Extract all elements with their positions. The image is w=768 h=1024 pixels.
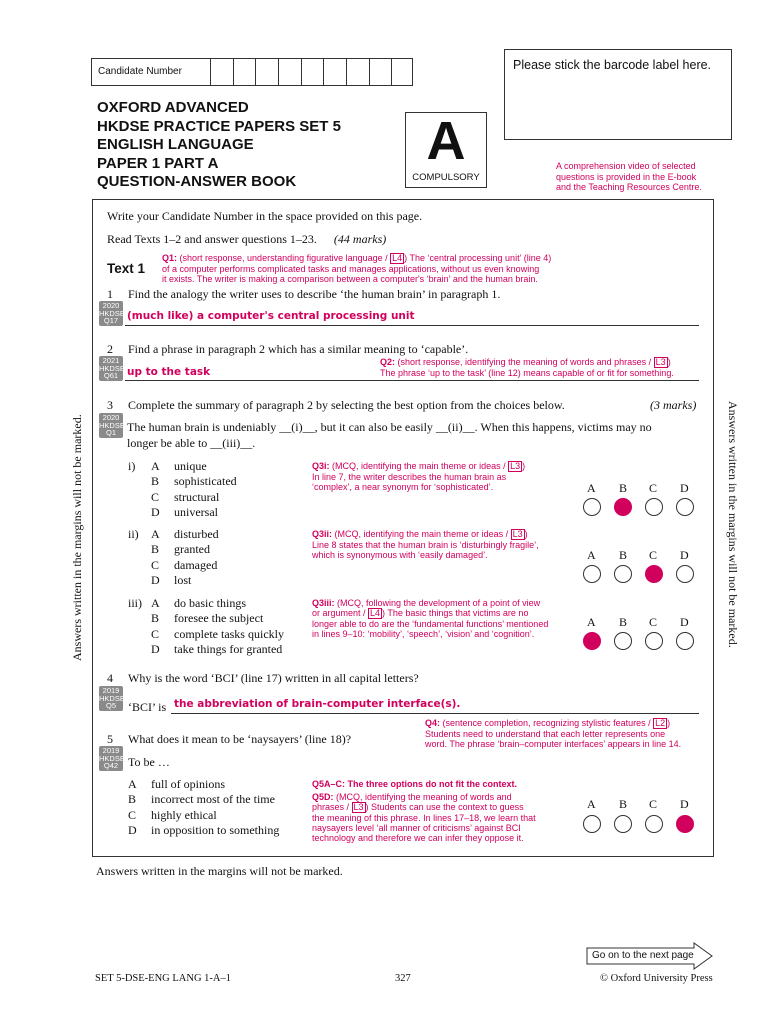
option-row: B sophisticated xyxy=(151,474,237,489)
bubble-d[interactable] xyxy=(676,815,694,833)
q5-number: 5 xyxy=(107,732,113,746)
q3iii-note: Q3iii: (MCQ, following the development of a point of view or argument / L4 ) The basic things that victims are no longer able to do are the ‘fundamental functions’ mentioned in lines 9–10: ‘mobility’, ‘speech’, ‘vision’ and ‘cognition’. xyxy=(312,598,549,639)
q3-marks: (3 marks) xyxy=(650,398,697,412)
q2-answer-line xyxy=(125,380,699,381)
q3ii-note: Q3ii: (MCQ, identifying the main theme or ideas / L3 ) Line 8 states that the human brain is ‘disturbingly fragile’, which is synonymous with ‘easily damaged’. xyxy=(312,529,539,560)
footer-publisher: © Oxford University Press xyxy=(600,973,713,984)
q2-tag: 2021 HKDSE Q61 xyxy=(99,356,125,380)
barcode-box xyxy=(504,49,732,140)
footer-code: SET 5-DSE-ENG LANG 1-A–1 xyxy=(95,973,232,984)
bubble-a[interactable] xyxy=(583,815,601,833)
q3-summary-line2: longer be able to __(iii)__. xyxy=(127,436,256,450)
q3ii-options xyxy=(151,527,219,588)
footer-margins-note: Answers written in the margins will not be marked. xyxy=(96,864,343,878)
q4-number: 4 xyxy=(107,671,113,685)
option-row: A do basic things xyxy=(151,596,246,610)
bubble-b[interactable] xyxy=(614,498,632,516)
q4-note: Q4: (sentence completion, recognizing stylistic features / L2 ) Students need to understand that each letter represents one word. The phrase ‘brain–computer interfaces’ appears in line 14. xyxy=(425,718,682,749)
video-note: A comprehension video of selected questions is provided in the E-book and the Teaching Resources Centre. xyxy=(556,161,702,192)
q5-options xyxy=(128,777,279,838)
bubble-d[interactable] xyxy=(676,498,694,516)
intro-line2: Read Texts 1–2 and answer questions 1–23. (44 marks) xyxy=(107,232,387,246)
q4-answer[interactable]: the abbreviation of brain-computer interface(s). xyxy=(174,698,461,710)
bubble-a[interactable] xyxy=(583,498,601,516)
bubble-d[interactable] xyxy=(676,565,694,583)
q3iii-options xyxy=(151,596,284,657)
paper-letter: A xyxy=(426,111,466,171)
option-row: C damaged xyxy=(151,557,218,572)
q3-text: Complete the summary of paragraph 2 by selecting the best option from the choices below. xyxy=(128,398,565,412)
candidate-number-label: Candidate Number xyxy=(98,66,182,77)
bubble-a[interactable] xyxy=(583,565,601,583)
bubble-c[interactable] xyxy=(645,565,663,583)
text-label: Text 1 xyxy=(107,261,146,276)
option-row: B granted xyxy=(151,542,210,557)
q2-text: Find a phrase in paragraph 2 which has a similar meaning to ‘capable’. xyxy=(128,342,469,356)
q5-note: Q5A–C: The three options do not fit the context. Q5D: (MCQ, identifying the meaning of words and phrases / L3 ) Students can use the context to guess the meaning of this phrase. In lines 17–18, we learn that naysayers level ‘all manner of criticisms’ against BCI technology and therefore we can infer they oppose it. xyxy=(312,779,536,843)
bubble-b[interactable] xyxy=(614,815,632,833)
q5-text: What does it mean to be ‘naysayers’ (line 18)? xyxy=(128,732,352,746)
right-margin-note: Answers written in the margins will not be marked. xyxy=(726,401,740,648)
bubble-c[interactable] xyxy=(645,632,663,650)
option-row: C complete tasks quickly xyxy=(151,626,284,641)
left-margin-note: Answers written in the margins will not be marked. xyxy=(70,414,84,661)
q1-tag: 2020 HKDSE Q17 xyxy=(99,301,125,325)
bubble-d[interactable] xyxy=(676,632,694,650)
q1-answer-line xyxy=(125,325,699,326)
option-row: D lost xyxy=(151,572,192,587)
option-row: D universal xyxy=(151,504,218,519)
q2-note: Q2: (short response, identifying the meaning of words and phrases / L3 ) The phrase ‘up to the task’ (line 12) means capable of or fit for something. xyxy=(380,357,674,378)
bubble-b[interactable] xyxy=(614,565,632,583)
q1-note: Q1: (short response, understanding figurative language / L4 ) The ‘central processing unit’ (line 4) of a computer performs complicated tasks and manages applications, without us even knowing it exists. The writer is making a comparison between a computer's ‘brain’ and the human brain. xyxy=(162,253,552,284)
q1-number: 1 xyxy=(107,287,113,301)
option-row: A unique xyxy=(151,459,207,473)
q3i-label: i) xyxy=(128,459,136,473)
bubble-c[interactable] xyxy=(645,815,663,833)
candidate-number-box xyxy=(91,58,413,86)
q1-text: Find the analogy the writer uses to describe ‘the human brain’ in paragraph 1. xyxy=(128,287,501,301)
candidate-number-cells[interactable] xyxy=(210,59,414,85)
option-row: C structural xyxy=(151,489,220,504)
q4-text: Why is the word ‘BCI’ (line 17) written in all capital letters? xyxy=(128,671,419,685)
option-row: D take things for granted xyxy=(151,641,283,656)
q1-answer[interactable]: (much like) a computer's central processing unit xyxy=(127,310,415,322)
paper-letter-box xyxy=(405,112,487,188)
barcode-text: Please stick the barcode label here. xyxy=(513,58,712,72)
paper-title: OXFORD ADVANCED HKDSE PRACTICE PAPERS SET 5 ENGLISH LANGUAGE PAPER 1 PART A QUESTION-ANSWER BOOK xyxy=(97,99,341,190)
q4-tag: 2019 HKDSE Q5 xyxy=(99,686,125,710)
q3i-note: Q3i: (MCQ, identifying the main theme or ideas / L3 ) In line 7, the writer describes the human brain as ‘complex’, a near synonym for ‘sophisticated’. xyxy=(312,461,526,492)
option-row: A full of opinions xyxy=(128,777,225,791)
intro-line1: Write your Candidate Number in the space provided on this page. xyxy=(107,209,423,223)
footer-page-number: 327 xyxy=(395,973,411,984)
option-row: C highly ethical xyxy=(128,807,217,822)
next-page-label: Go on to the next page xyxy=(592,950,694,961)
bubble-b[interactable] xyxy=(614,632,632,650)
q3-number: 3 xyxy=(107,398,113,412)
q3ii-label: ii) xyxy=(128,527,139,541)
bubble-a[interactable] xyxy=(583,632,601,650)
q2-number: 2 xyxy=(107,342,113,356)
option-row: B foresee the subject xyxy=(151,611,264,626)
option-row: A disturbed xyxy=(151,527,219,541)
q2-answer[interactable]: up to the task xyxy=(127,366,211,378)
q4-answer-line xyxy=(171,713,699,714)
bubble-c[interactable] xyxy=(645,498,663,516)
option-row: D in opposition to something xyxy=(128,822,280,837)
q3iii-label: iii) xyxy=(128,596,142,610)
q3-tag: 2020 HKDSE Q1 xyxy=(99,413,125,437)
q5-tag: 2019 HKDSE Q42 xyxy=(99,746,125,770)
q5-prefix: To be … xyxy=(128,755,170,769)
option-row: B incorrect most of the time xyxy=(128,792,275,807)
q3i-options xyxy=(151,459,237,520)
q3-summary-line1: The human brain is undeniably __(i)__, but it can also be easily __(ii)__. When this happens, victims may no xyxy=(127,420,652,434)
next-page-button[interactable] xyxy=(586,942,714,970)
q4-prefix: ‘BCI’ is xyxy=(128,700,167,714)
intro-marks: (44 marks) xyxy=(333,232,387,246)
paper-type: COMPULSORY xyxy=(412,172,480,183)
